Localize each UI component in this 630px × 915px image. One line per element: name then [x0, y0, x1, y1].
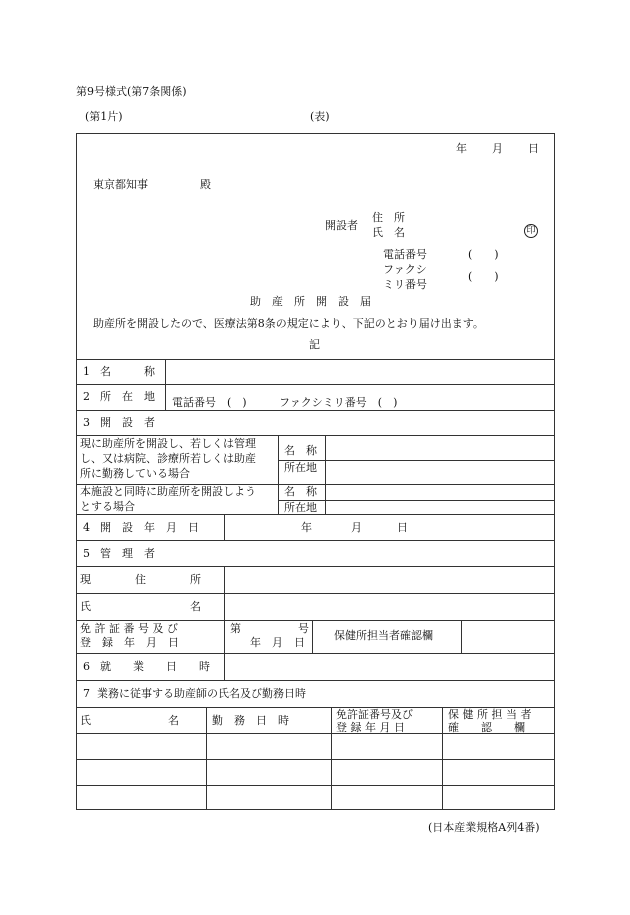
manager-license-1: 免 許 証 番 号 及 び	[80, 622, 178, 635]
statement: 助産所を開設したので、医療法第8条の規定により、下記のとおり届け出ます。	[93, 317, 484, 330]
footer-standard: (日本産業規格A列4番)	[428, 821, 540, 834]
row4-month: 月	[351, 521, 362, 534]
fax-label-2: ミリ番号	[383, 278, 427, 291]
founder-label: 開設者	[325, 219, 358, 232]
address-label: 住 所	[372, 211, 405, 224]
row3b-text-2: とする場合	[80, 500, 135, 513]
row3-number: 3	[83, 416, 90, 429]
row5-number: 5	[83, 547, 90, 560]
staff-col-health-1: 保 健 所 担 当 者	[448, 708, 532, 721]
row5-label: 管 理 者	[100, 547, 155, 560]
row3a-text-2: し、又は病院、診療所若しくは助産	[80, 452, 256, 465]
fax-paren: ( )	[468, 270, 499, 283]
staff-col-license-2: 登 録 年 月 日	[336, 721, 405, 734]
sheet-label: (第1片)	[85, 110, 123, 123]
row3b-location-label: 所在地	[284, 501, 317, 514]
staff-col-hours: 勤 務 日 時	[212, 714, 289, 727]
row7-label: 業務に従事する助産師の氏名及び勤務日時	[97, 687, 306, 700]
manager-address-label: 現 住 所	[80, 573, 201, 586]
row6-number: 6	[83, 660, 90, 673]
header-day: 日	[528, 142, 539, 155]
row2-number: 2	[83, 390, 90, 403]
staff-col-name: 氏 名	[80, 714, 179, 727]
phone-label: 電話番号	[383, 248, 427, 261]
manager-name-label: 氏 名	[80, 600, 201, 613]
manager-ymd: 年 月 日	[250, 636, 305, 649]
row7-number: 7	[83, 687, 90, 700]
row3a-text-3: 所に勤務している場合	[80, 467, 190, 480]
row3b-text-1: 本施設と同時に助産所を開設しよう	[80, 485, 256, 498]
row2-fax: ファクシミリ番号 ( )	[279, 396, 398, 409]
row1-number: 1	[83, 365, 90, 378]
header-year: 年	[456, 142, 467, 155]
row3a-text-1: 現に助産所を開設し、若しくは管理	[80, 437, 256, 450]
name-label: 氏 名	[372, 226, 405, 239]
ki-label: 記	[309, 338, 320, 351]
row1-label: 名 称	[100, 365, 155, 378]
phone-paren: ( )	[468, 248, 499, 261]
manager-go: 号	[298, 622, 309, 635]
row3b-name-label: 名 称	[284, 485, 317, 498]
form-number: 第9号様式(第7条関係)	[76, 85, 187, 98]
row6-label: 就 業 日 時	[100, 660, 210, 673]
form-title: 助 産 所 開 設 届	[250, 295, 371, 308]
staff-col-license-1: 免許証番号及び	[336, 708, 413, 721]
side-label: (表)	[310, 110, 330, 123]
seal-mark: 印	[524, 224, 538, 238]
row3-label: 開 設 者	[100, 416, 155, 429]
row4-year: 年	[301, 521, 312, 534]
row4-day: 日	[397, 521, 408, 534]
row2-label: 所 在 地	[100, 390, 155, 403]
addressee: 東京都知事	[93, 178, 148, 191]
row4-number: 4	[83, 521, 90, 534]
fax-label-1: ファクシ	[383, 263, 427, 276]
row4-label: 開 設 年 月 日	[100, 521, 199, 534]
staff-col-health-2: 確 認 欄	[448, 721, 525, 734]
header-month: 月	[492, 142, 503, 155]
manager-dai: 第	[230, 622, 241, 635]
manager-license-2: 登 録 年 月 日	[80, 636, 179, 649]
row3a-location-label: 所在地	[284, 461, 317, 474]
manager-health-check: 保健所担当者確認欄	[334, 629, 433, 642]
row2-phone: 電話番号 ( )	[172, 396, 247, 409]
honorific: 殿	[200, 178, 211, 191]
row3a-name-label: 名 称	[284, 444, 317, 457]
